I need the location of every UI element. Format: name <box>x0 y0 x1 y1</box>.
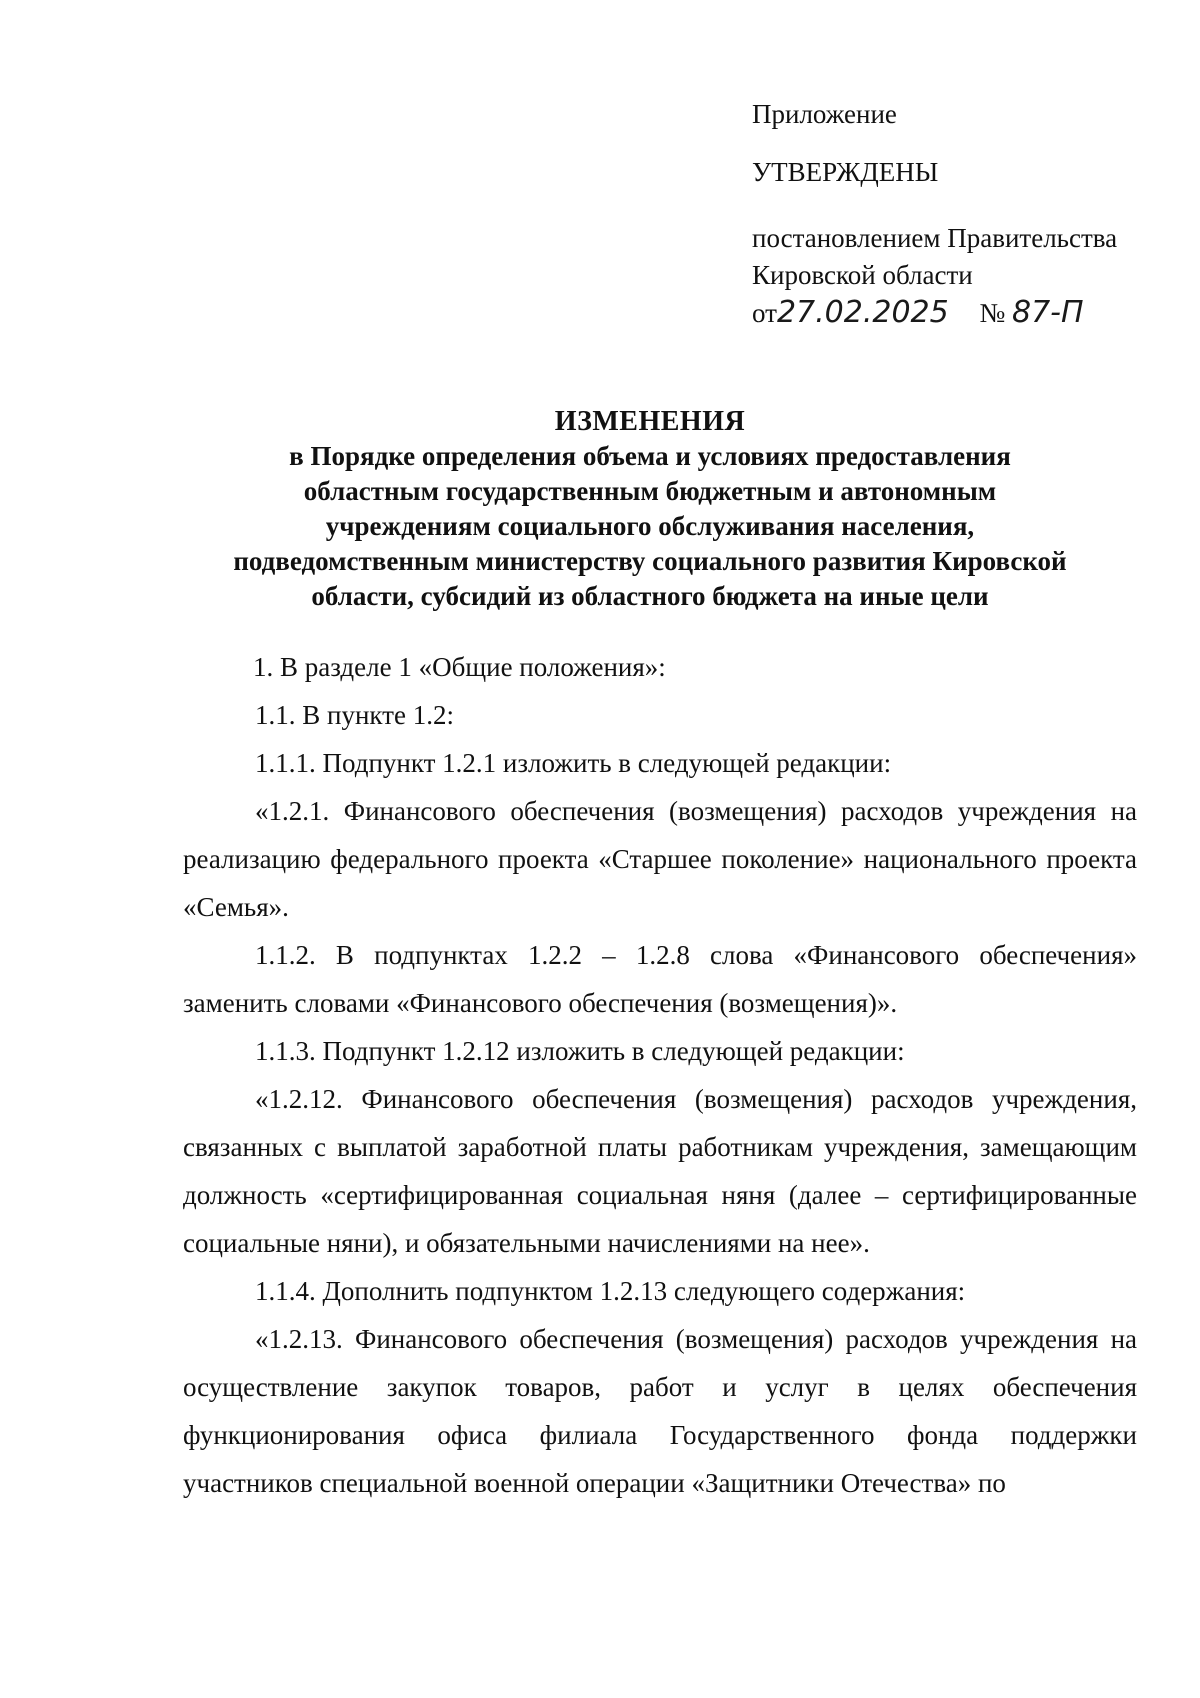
approved-label: УТВЕРЖДЕНЫ <box>752 157 939 187</box>
decree-line-1: постановлением Правительства <box>752 223 1118 253</box>
title-heading: ИЗМЕНЕНИЯ <box>554 406 746 437</box>
approval-stamp-block <box>752 96 1172 332</box>
paragraph: «1.2.12. Финансового обеспечения (возмещения) расходов учреждения, связанных с выплатой заработной платы работникам учреждения, замещающим должность «сертифицированная социальная няня (далее – сертифицированные социальные няни), и обязательными начислениями на нее». <box>183 1084 1137 1258</box>
handwritten-number: 87-П <box>1012 295 1084 330</box>
paragraph: 1. В разделе 1 «Общие положения»: <box>253 652 666 682</box>
title-line: области, субсидий из областного бюджета на иные цели <box>311 581 989 611</box>
decree-date-number-line <box>752 294 1172 332</box>
paragraph: 1.1.1. Подпункт 1.2.1 изложить в следующей редакции: <box>255 748 892 778</box>
title-line: учреждениям социального обслуживания населения, <box>325 511 975 541</box>
appendix-label: Приложение <box>752 99 897 129</box>
paragraph: 1.1.2. В подпунктах 1.2.2 – 1.2.8 слова «Финансового обеспечения» заменить словами «Финансового обеспечения (возмещения)». <box>183 940 1137 1018</box>
document-title <box>150 404 1150 614</box>
decree-line-2: Кировской области <box>752 260 973 290</box>
paragraph: 1.1. В пункте 1.2: <box>255 700 454 730</box>
document-body <box>183 643 1137 1507</box>
date-prefix: от <box>752 298 777 328</box>
number-prefix: № <box>979 298 1006 328</box>
paragraph: «1.2.13. Финансового обеспечения (возмещения) расходов учреждения на осуществление закупок товаров, работ и услуг в целях обеспечения функционирования офиса филиала Государственного фонда поддержки участников специальной военной операции «Защитники Отечества» по <box>183 1324 1137 1498</box>
handwritten-date: 27.02.2025 <box>776 295 949 330</box>
title-line: подведомственным министерству социального развития Кировской <box>233 546 1067 576</box>
title-line: областным государственным бюджетным и автономным <box>303 476 997 506</box>
paragraph: 1.1.3. Подпункт 1.2.12 изложить в следующей редакции: <box>255 1036 905 1066</box>
paragraph: 1.1.4. Дополнить подпунктом 1.2.13 следующего содержания: <box>255 1276 966 1306</box>
paragraph: «1.2.1. Финансового обеспечения (возмещения) расходов учреждения на реализацию федерального проекта «Старшее поколение» национального проекта «Семья». <box>183 796 1137 922</box>
title-line: в Порядке определения объема и условиях предоставления <box>289 441 1011 471</box>
